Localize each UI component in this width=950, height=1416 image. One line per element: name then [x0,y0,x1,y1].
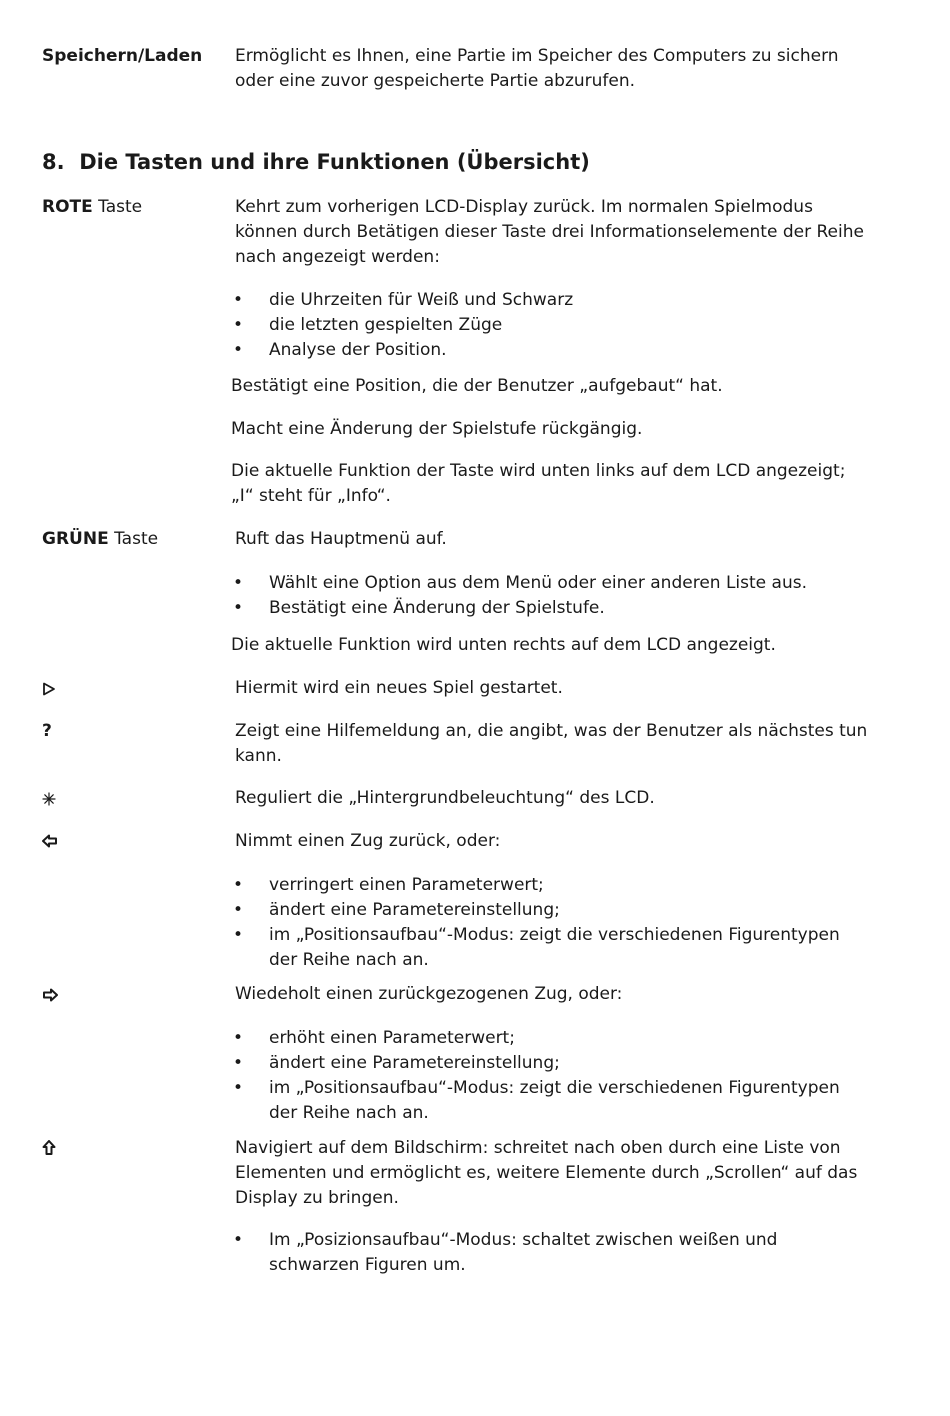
play-description: Hiermit wird ein neues Spiel gestartet. [235,678,563,698]
section-title: Die Tasten und ihre Funktionen (Übersicht) [79,150,590,174]
arrow-right-icon [42,985,62,1005]
asterisk-icon [42,789,62,809]
rote-paragraph-2: Macht eine Änderung der Spielstufe rückgängig. [231,419,643,439]
gruene-paragraph-1: Die aktuelle Funktion wird unten rechts auf dem LCD angezeigt. [231,635,776,655]
gruene-rest: Taste [108,529,159,549]
speichern-description: Ermöglicht es Ihnen, eine Partie im Speicher des Computers zu sichern oder eine zuvor gespeicherte Partie abzurufen. [235,46,839,91]
list-item: • erhöht einen Parameterwert; [231,1026,871,1051]
help-symbol: ? [42,721,52,741]
list-item: • ändert eine Parametereinstellung; [231,898,871,923]
gruene-description: Ruft das Hauptmenü auf. [235,529,447,549]
rote-description: Kehrt zum vorherigen LCD-Display zurück. Im normalen Spielmodus können durch Betätigen dieser Taste drei Informationselemente der Reihe nach angezeigt werden: [235,197,864,267]
list-item: • die Uhrzeiten für Weiß und Schwarz [231,288,871,313]
back-description: Nimmt einen Zug zurück, oder: [235,831,501,851]
list-item: • im „Positionsaufbau“-Modus: zeigt die verschiedenen Figurentypen der Reihe nach an. [231,1076,871,1126]
list-item: • Wählt eine Option aus dem Menü oder einer anderen Liste aus. [231,571,871,596]
rote-bullet-list [231,288,871,363]
section-number: 8. [42,150,65,174]
rote-bold: ROTE [42,197,93,217]
list-item: • Bestätigt eine Änderung der Spielstufe. [231,596,871,621]
forward-description: Wiedeholt einen zurückgezogenen Zug, oder: [235,984,623,1004]
term-speichern-laden: Speichern/Laden [42,46,203,66]
list-item: • Im „Posizionsaufbau“-Modus: schaltet zwischen weißen und schwarzen Figuren um. [231,1228,871,1278]
rote-paragraph-1: Bestätigt eine Position, die der Benutzer „aufgebaut“ hat. [231,376,723,396]
up-description: Navigiert auf dem Bildschirm: schreitet nach oben durch eine Liste von Elementen und ermöglicht es, weitere Elemente durch „Scrollen“ auf das Display zu bringen. [235,1138,858,1208]
list-item: • ändert eine Parametereinstellung; [231,1051,871,1076]
list-item: • verringert einen Parameterwert; [231,873,871,898]
term-rote-taste [42,195,142,220]
section-heading [42,148,590,176]
rote-rest: Taste [92,197,143,217]
arrow-up-icon [42,1138,62,1158]
list-item: • die letzten gespielten Züge [231,313,871,338]
up-bullet-list [231,1228,871,1278]
list-item: • Analyse der Position. [231,338,871,363]
list-item: • im „Positionsaufbau“-Modus: zeigt die verschiedenen Figurentypen der Reihe nach an. [231,923,871,973]
gruene-bold: GRÜNE [42,529,109,549]
play-triangle-icon [42,679,62,699]
back-bullet-list [231,873,871,973]
forward-bullet-list [231,1026,871,1126]
help-description: Zeigt eine Hilfemeldung an, die angibt, was der Benutzer als nächstes tun kann. [235,721,868,766]
rote-paragraph-3: Die aktuelle Funktion der Taste wird unten links auf dem LCD angezeigt; „I“ steht für „Info“. [231,461,846,506]
arrow-left-icon [42,831,62,851]
term-gruene-taste [42,527,158,552]
light-description: Reguliert die „Hintergrundbeleuchtung“ des LCD. [235,788,655,808]
gruene-bullet-list [231,571,871,621]
